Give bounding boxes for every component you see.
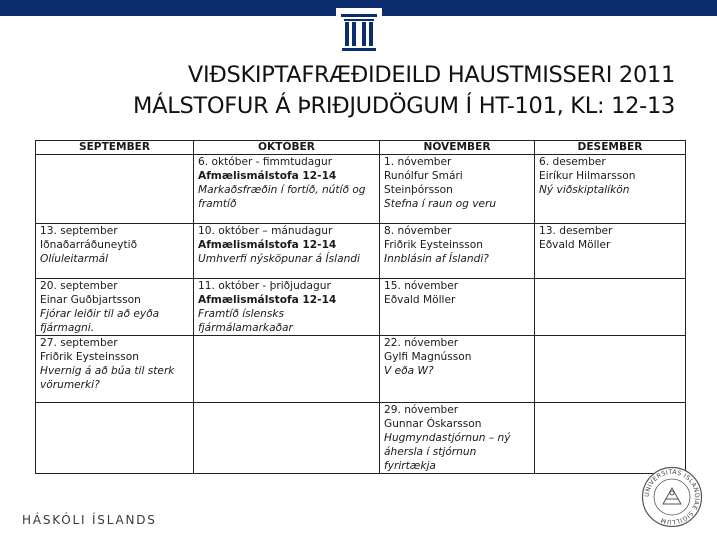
event-date: 15. nóvember [384, 280, 459, 292]
event-special-label: Afmælismálstofa 12-14 [198, 239, 337, 251]
event-date: 20. september [40, 280, 118, 292]
event-speaker: Friðrik Eysteinsson [384, 239, 483, 251]
event-topic: Ný viðskiptalíkön [539, 184, 630, 196]
table-row [36, 155, 686, 224]
schedule-cell-empty [535, 279, 686, 336]
event-date: 1. nóvember [384, 156, 452, 168]
table-row [36, 336, 686, 403]
event-date: 8. nóvember [384, 225, 452, 237]
col-header-october: OKTÓBER [194, 141, 380, 155]
event-topic: Stefna í raun og veru [384, 198, 497, 210]
schedule-cell [380, 279, 535, 336]
event-topic: Innblásin af Íslandi? [384, 253, 489, 265]
university-columns-logo [336, 8, 382, 56]
col-header-september: SEPTEMBER [36, 141, 194, 155]
schedule-cell [194, 224, 380, 279]
event-topic: Hvernig á að búa til sterk vörumerki? [40, 365, 175, 391]
event-speaker: Eðvald Möller [539, 239, 611, 251]
schedule-cell-empty [535, 336, 686, 403]
schedule-table [35, 140, 686, 474]
schedule-cell [194, 279, 380, 336]
col-header-november: NÓVEMBER [380, 141, 535, 155]
col-header-december: DESEMBER [535, 141, 686, 155]
event-speaker: Gylfi Magnússon [384, 351, 472, 363]
event-speaker: Runólfur Smári Steinþórsson [384, 170, 463, 196]
event-speaker: Einar Guðbjartsson [40, 294, 141, 306]
page-subtitle: MÁLSTOFUR Á ÞRIÐJUDÖGUM Í HT-101, KL: 12-13 [133, 93, 675, 119]
page-title: VIÐSKIPTAFRÆÐIDEILD HAUSTMISSERI 2011 [187, 62, 675, 88]
seal-text: UNIVERSITAS ISLANDIAE SIGILLUM [643, 468, 701, 526]
event-speaker: Iðnaðarráðuneytið [40, 239, 138, 251]
event-topic: Framtíð íslensks fjármálamarkaðar [198, 308, 293, 334]
schedule-cell [535, 224, 686, 279]
event-topic: Hugmyndastjórnun – ný áhersla í stjórnun fyrirtækja [384, 432, 511, 472]
schedule-cell [36, 279, 194, 336]
schedule-cell-empty [535, 403, 686, 474]
event-date: 10. október – mánudagur [198, 225, 333, 237]
event-date: 13. september [40, 225, 118, 237]
schedule-cell [380, 403, 535, 474]
schedule-cell [194, 155, 380, 224]
university-seal-icon [641, 466, 703, 528]
event-date: 6. desember [539, 156, 606, 168]
event-date: 29. nóvember [384, 404, 459, 416]
event-speaker: Gunnar Óskarsson [384, 418, 482, 430]
event-speaker: Eðvald Möller [384, 294, 456, 306]
university-name: HÁSKÓLI ÍSLANDS [22, 513, 157, 527]
schedule-cell [36, 224, 194, 279]
table-row [36, 224, 686, 279]
event-date: 13. desember [539, 225, 613, 237]
schedule-cell [36, 336, 194, 403]
event-topic: Umhverfi nýsköpunar á Íslandi [198, 253, 360, 265]
event-topic: V eða W? [384, 365, 434, 377]
schedule-cell [535, 155, 686, 224]
schedule-cell-empty [194, 403, 380, 474]
event-date: 22. nóvember [384, 337, 459, 349]
event-date: 27. september [40, 337, 118, 349]
event-topic: Fjórar leiðir til að eyða fjármagni. [40, 308, 160, 334]
schedule-header-row [36, 141, 686, 155]
event-topic: Olíuleitarmál [40, 253, 109, 265]
schedule-cell [380, 224, 535, 279]
schedule-cell-empty [36, 403, 194, 474]
schedule-cell-empty [194, 336, 380, 403]
table-row [36, 279, 686, 336]
event-date: 11. október - þriðjudagur [198, 280, 331, 292]
event-date: 6. október - fimmtudagur [198, 156, 333, 168]
event-speaker: Friðrik Eysteinsson [40, 351, 139, 363]
event-special-label: Afmælismálstofa 12-14 [198, 170, 337, 182]
event-topic: Markaðsfræðin í fortíð, nútíð og framtíð [198, 184, 366, 210]
table-row [36, 403, 686, 474]
schedule-cell [380, 336, 535, 403]
event-special-label: Afmælismálstofa 12-14 [198, 294, 337, 306]
event-speaker: Eiríkur Hilmarsson [539, 170, 636, 182]
schedule-cell-empty [36, 155, 194, 224]
schedule-cell [380, 155, 535, 224]
